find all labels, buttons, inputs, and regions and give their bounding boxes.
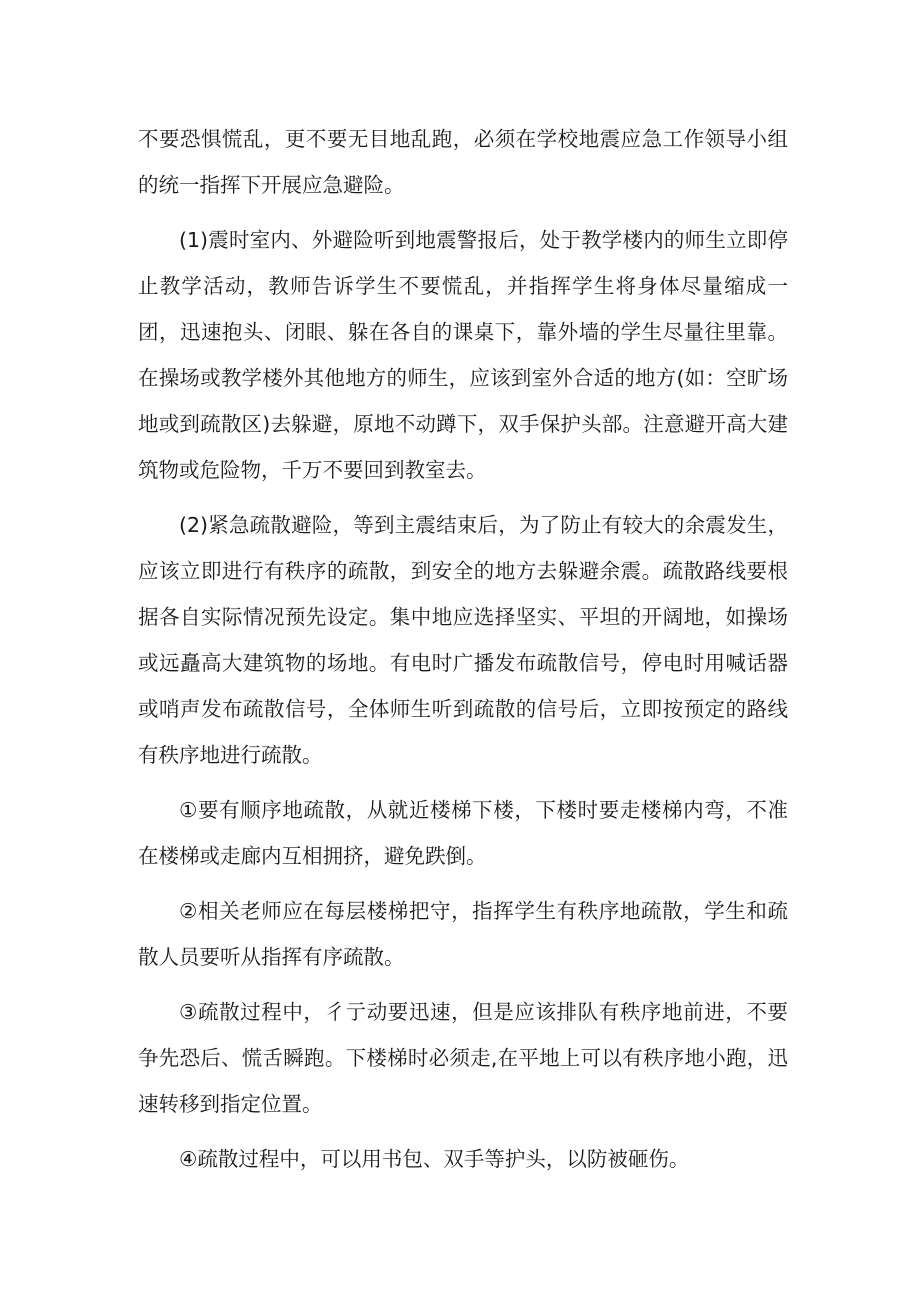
paragraph-item-3: ③疏散过程中，彳亍动要迅速，但是应该排队有秩序地前进，不要争先恐后、慌舌瞬跑。下楼梯时必须走,在平地上可以有秩序地小跑，迅速转移到指定位置。 <box>138 1000 788 1116</box>
document-body <box>138 116 788 1191</box>
paragraph-intro: 不要恐惧慌乱，更不要无目地乱跑，必须在学校地震应急工作领导小组的统一指挥下开展应急避险。 <box>138 127 788 197</box>
paragraph-indoor-outdoor-shelter: (1)震时室内、外避险听到地震警报后，处于教学楼内的师生立即停止教学活动，教师告诉学生不要慌乱，并指挥学生将身体尽量缩成一团，迅速抱头、闭眼、躲在各自的课桌下，靠外墙的学生尽量往里靠。在操场或教学楼外其他地方的师生，应该到室外合适的地方(如：空旷场地或到疏散区)去躲避，原地不动蹲下，双手保护头部。注意避开高大建筑物或危险物，千万不要回到教室去。 <box>138 228 788 482</box>
paragraph-item-4: ④疏散过程中，可以用书包、双手等护头，以防被砸伤。 <box>179 1147 690 1171</box>
paragraph-emergency-evacuation: (2)紧急疏散避险，等到主震结束后，为了防止有较大的余震发生，应该立即进行有秩序的疏散，到安全的地方去躲避余震。疏散路线要根据各自实际情况预先设定。集中地应选择坚实、平坦的开阔地，如操场或远矗高大建筑物的场地。有电时广播发布疏散信号，停电时用喊话器或哨声发布疏散信号，全体师生听到疏散的信号后，立即按预定的路线有秩序地进行疏散。 <box>138 513 788 767</box>
paragraph-item-2: ②相关老师应在每层楼梯把守，指挥学生有秩序地疏散，学生和疏散人员要听从指挥有序疏散。 <box>138 899 788 969</box>
paragraph-item-1: ①要有顺序地疏散，从就近楼梯下楼，下楼时要走楼梯内弯，不准在楼梯或走廊内互相拥挤，避免跌倒。 <box>138 798 788 868</box>
